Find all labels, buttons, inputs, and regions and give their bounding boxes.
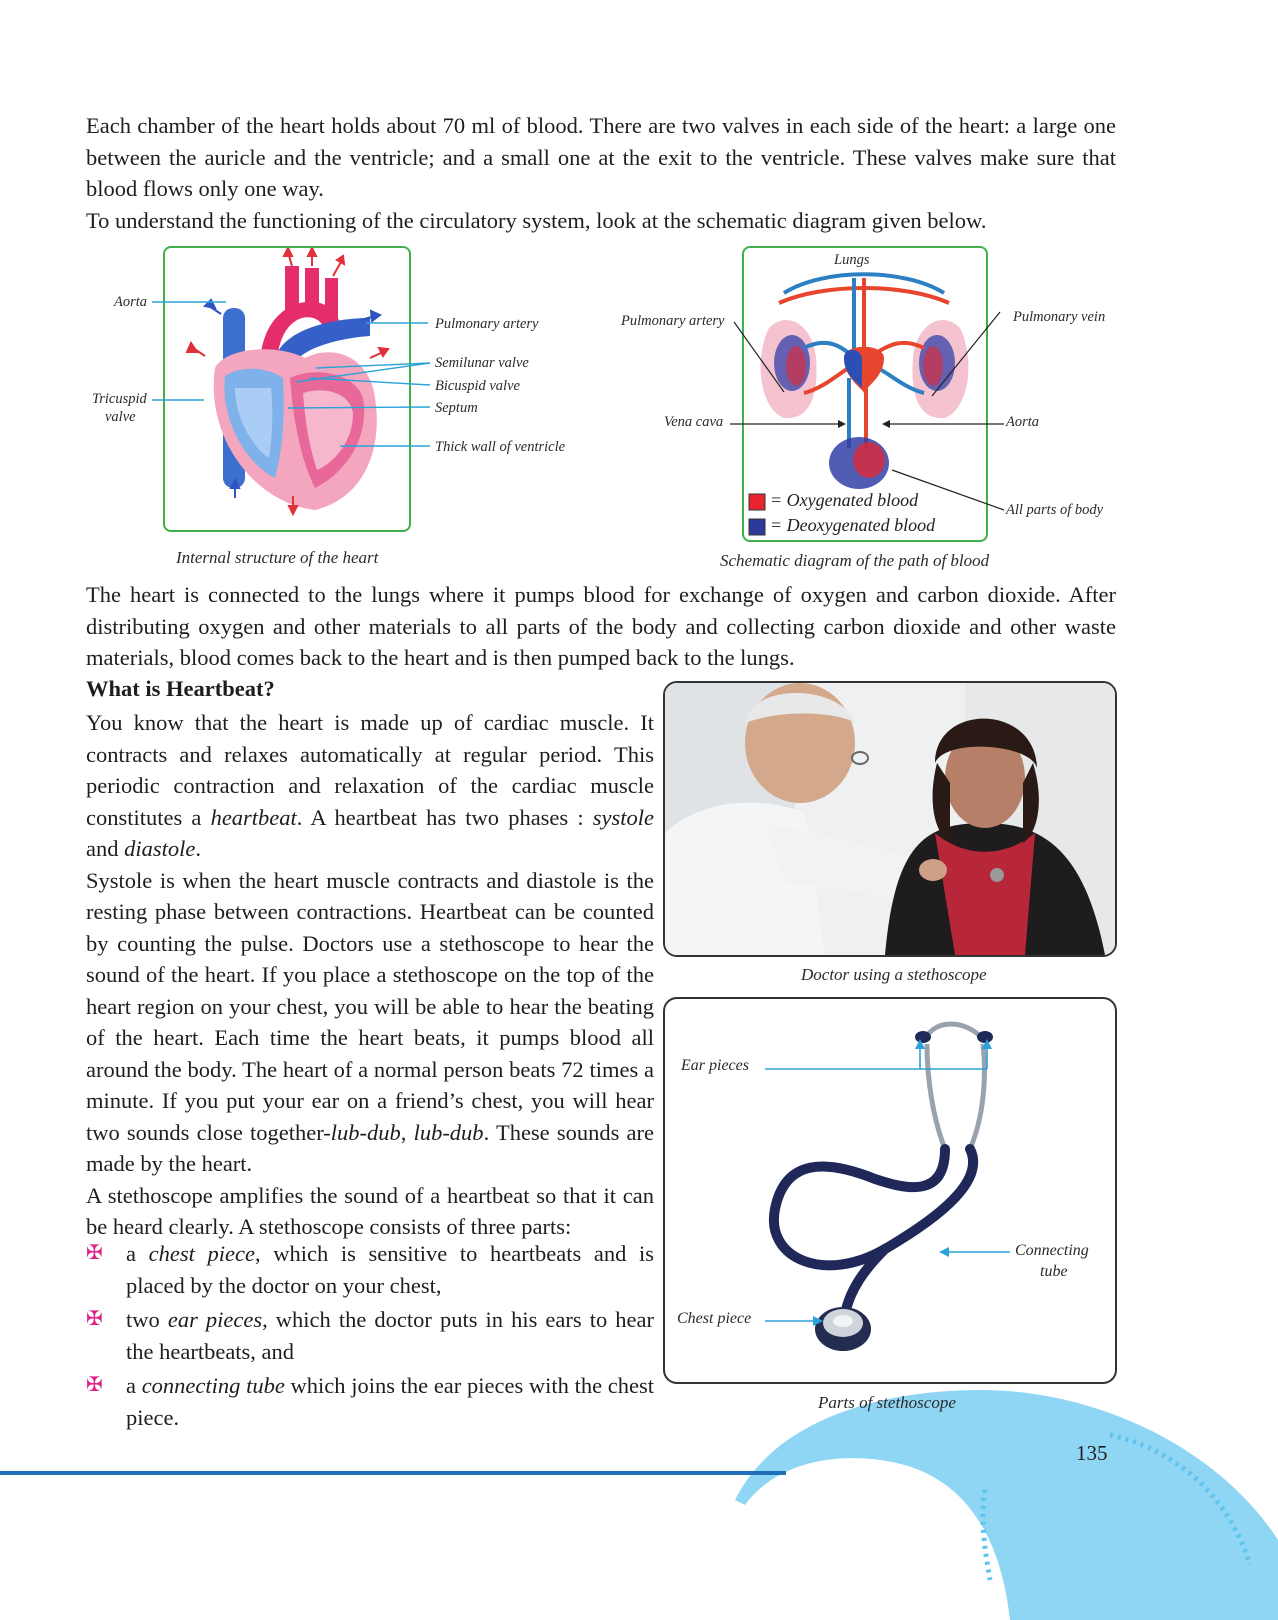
heartbeat-paragraph-2: Systole is when the heart muscle contracts and diastole is the resting phase between contractions. Heartbeat can be counted by counting the pulse. Doctors use a stethoscope to hear the sound of the heart. If you place a stethoscope on the top of the heart region on your chest, you will be able to hear the beating of the heart. Each time the heart beats, it pumps blood all around the body. The heart of a normal person beats 72 times a minute. If you put your ear on a friend’s chest, you will hear two sounds close together-lub-dub, lub-dub. These sounds are made by the heart. bbox=[86, 867, 654, 1176]
doctor-photo-caption: Doctor using a stethoscope bbox=[801, 965, 987, 984]
heartbeat-text bbox=[86, 707, 654, 1243]
heartbeat-paragraph-1: You know that the heart is made up of cardiac muscle. It contracts and relaxes automatically at regular period. This periodic contraction and relaxation of the cardiac muscle constitutes a heartbeat. A heartbeat has two phases : systole and diastole. bbox=[86, 710, 655, 861]
lungs-paragraph-text: The heart is connected to the lungs where it pumps blood for exchange of oxygen and carbon dioxide. After distributing oxygen and other materials to all parts of the body and collecting carbon dioxide and other waste materials, blood comes back to the heart and is then pumped back to the lungs. bbox=[86, 582, 1116, 670]
cross-bullet-icon: ✠ bbox=[86, 1308, 103, 1330]
label-pulmonary-artery-2: Pulmonary artery bbox=[621, 313, 725, 329]
label-tricuspid-valve: valve bbox=[105, 409, 136, 425]
ear-piece-left bbox=[915, 1031, 931, 1043]
page-number: 135 bbox=[1076, 1441, 1108, 1465]
label-pulmonary-artery: Pulmonary artery bbox=[435, 316, 539, 332]
legend-oxygenated: = Oxygenated blood bbox=[770, 490, 919, 510]
doctor-with-stethoscope-image bbox=[665, 683, 1115, 955]
legend-deoxygenated: = Deoxygenated blood bbox=[770, 515, 936, 535]
connecting-tube bbox=[774, 1149, 973, 1265]
label-vena-cava: Vena cava bbox=[664, 414, 724, 430]
heart-leader-lines bbox=[140, 290, 440, 460]
label-all-parts-of-body: All parts of body bbox=[1006, 502, 1104, 518]
page-decoration bbox=[0, 1390, 1278, 1620]
list-item: ✠ a chest piece, which is sensitive to heartbeats and is placed by the doctor on your chest, bbox=[86, 1238, 654, 1301]
cross-bullet-icon: ✠ bbox=[86, 1374, 103, 1396]
intro-paragraph-1: Each chamber of the heart holds about 70 ml of blood. There are two valves in each side of the heart: a large one between the auricle and the ventricle; and a small one at the exit to the ventricle. These valves make sure that blood flows only one way. bbox=[86, 113, 1116, 201]
label-semilunar-valve: Semilunar valve bbox=[435, 355, 529, 371]
list-item: ✠ two ear pieces, which the doctor puts in his ears to hear the heartbeats, and bbox=[86, 1304, 654, 1367]
blood-diagram-caption: Schematic diagram of the path of blood bbox=[720, 551, 990, 570]
label-thick-wall: Thick wall of ventricle bbox=[435, 439, 566, 455]
lungs-paragraph bbox=[86, 579, 1116, 674]
label-ear-pieces: Ear pieces bbox=[681, 1057, 749, 1074]
intro-paragraph-2: To understand the functioning of the circulatory system, look at the schematic diagram given below. bbox=[86, 207, 987, 233]
stethoscope-caption: Parts of stethoscope bbox=[818, 1393, 956, 1412]
cross-bullet-icon: ✠ bbox=[86, 1242, 103, 1264]
label-aorta: Aorta bbox=[114, 294, 148, 310]
intro-text bbox=[86, 110, 1116, 236]
label-lungs: Lungs bbox=[834, 252, 870, 268]
heartbeat-heading: What is Heartbeat? bbox=[86, 676, 275, 701]
blood-leader-lines bbox=[720, 300, 1020, 530]
heartbeat-paragraph-3: A stethoscope amplifies the sound of a heartbeat so that it can be heard clearly. A stethoscope consists of three parts: bbox=[86, 1182, 654, 1239]
label-pulmonary-vein: Pulmonary vein bbox=[1013, 309, 1106, 325]
label-tricuspid: Tricuspid bbox=[92, 391, 147, 407]
doctor-photo bbox=[663, 681, 1117, 957]
label-tube: tube bbox=[1040, 1263, 1068, 1280]
heart-diagram-caption: Internal structure of the heart bbox=[176, 548, 379, 567]
label-connecting: Connecting bbox=[1015, 1242, 1089, 1259]
label-aorta-2: Aorta bbox=[1006, 414, 1040, 430]
label-chest-piece: Chest piece bbox=[677, 1310, 752, 1327]
label-bicuspid-valve: Bicuspid valve bbox=[435, 378, 520, 394]
ear-piece-right bbox=[977, 1031, 993, 1043]
label-septum: Septum bbox=[435, 400, 478, 416]
list-item: ✠ a connecting tube which joins the ear pieces with the chest piece. bbox=[86, 1370, 654, 1433]
